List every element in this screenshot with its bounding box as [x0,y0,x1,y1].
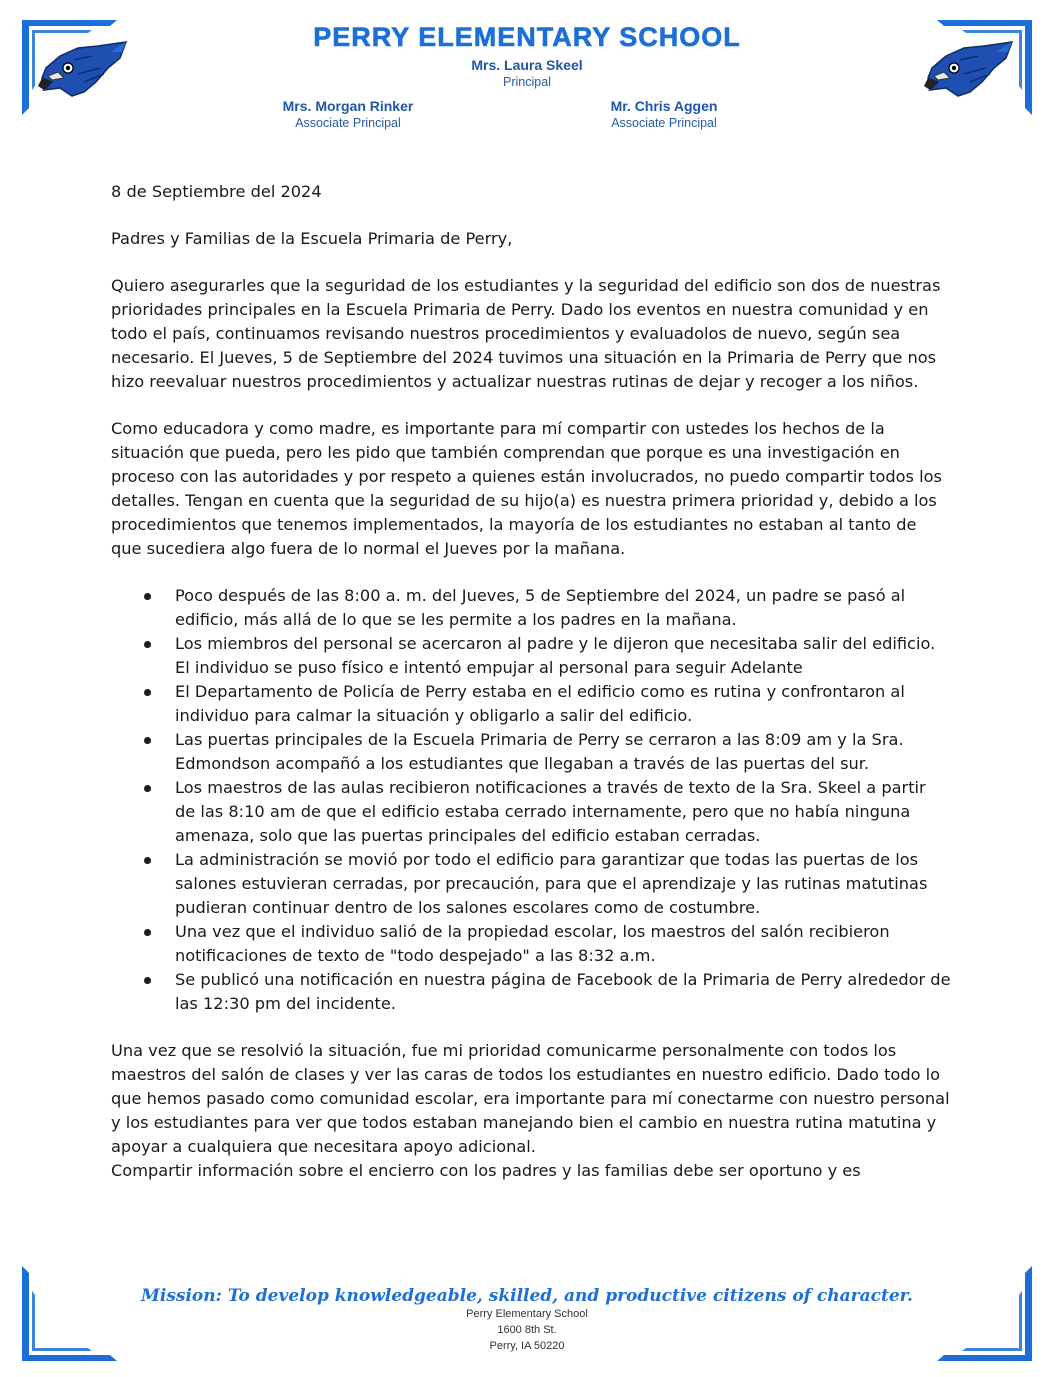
letterhead [0,22,1054,89]
bullet-dot [144,977,151,984]
associate-principal-right [564,98,764,130]
bullet-dot [144,641,151,648]
incident-timeline-list [111,584,951,1016]
paragraph-1: Quiero asegurarles que la seguridad de los estudiantes y la seguridad del edificio son dos de nuestras prioridades principales en la Escuela Primaria de Perry. Dado los eventos en nuestra comunidad y en todo el país, continuamos revisando nuestros procedimientos y evaluadolos de nuevo, según sea necesario. El Jueves, 5 de Septiembre del 2024 tuvimos una situación en la Primaria de Perry que nos hizo reevaluar nuestros procedimientos y actualizar nuestras rutinas de dejar y recoger a los niños. [111,276,941,391]
principal-name: Mrs. Laura Skeel [471,57,583,73]
school-name: PERRY ELEMENTARY SCHOOL [313,22,741,52]
bullet-dot [144,857,151,864]
list-item: Se publicó una notificación en nuestra página de Facebook de la Primaria de Perry alrededor de las 12:30 pm del incidente. [111,968,951,1016]
list-item: Las puertas principales de la Escuela Primaria de Perry se cerraron a las 8:09 am y la Sra. Edmondson acompañó a los estudiantes que llegaban a través de las puertas del sur. [111,728,951,776]
paragraph-4: Compartir información sobre el encierro con los padres y las familias debe ser oportuno y es [111,1161,861,1180]
associate-principal-title: Associate Principal [611,116,717,130]
list-item: Los maestros de las aulas recibieron notificaciones a través de texto de la Sra. Skeel a partir de las 8:10 am de que el edificio estaba cerrado internamente, pero que no había ninguna amenaza, solo que las puertas principales del edificio estaban cerradas. [111,776,951,848]
bullet-dot [144,737,151,744]
bullet-dot [144,929,151,936]
mission-statement: Mission: To develop knowledgeable, skilled, and productive citizens of character. [141,1286,913,1306]
address-line: 1600 8th St. [497,1324,557,1336]
associate-principal-name: Mrs. Morgan Rinker [282,98,414,114]
list-item: Poco después de las 8:00 a. m. del Jueves, 5 de Septiembre del 2024, un padre se pasó al edificio, más allá de lo que se les permite a los padres en la mañana. [111,584,951,632]
letter-body [111,180,951,1183]
address-line: Perry, IA 50220 [489,1340,565,1352]
bullet-dot [144,593,151,600]
letter-footer [0,1286,1054,1354]
list-item: Los miembros del personal se acercaron al padre y le dijeron que necesitaba salir del edificio. El individuo se puso físico e intentó empujar al personal para seguir Adelante [111,632,951,680]
letter-date: 8 de Septiembre del 2024 [111,182,322,201]
letter-greeting: Padres y Familias de la Escuela Primaria de Perry, [111,229,513,248]
associate-principal-left [248,98,448,130]
paragraph-2: Como educadora y como madre, es importante para mí compartir con ustedes los hechos de la situación que pueda, pero les pido que también comprendan que porque es una investigación en proceso con las autoridades y por respeto a quienes están involucrados, no puedo compartir todos los detalles. Tengan en cuenta que la seguridad de su hijo(a) es nuestra primera prioridad y, debido a los procedimientos que tenemos implementados, la mayoría de los estudiantes no estaban al tanto de que sucediera algo fuera de lo normal el Jueves por la mañana. [111,419,942,558]
list-item: Una vez que el individuo salió de la propiedad escolar, los maestros del salón recibieron notificaciones de texto de "todo despejado" a las 8:32 a.m. [111,920,951,968]
principal-title: Principal [503,75,551,89]
address-line: Perry Elementary School [466,1308,588,1320]
associate-principal-title: Associate Principal [295,116,401,130]
associate-principal-name: Mr. Chris Aggen [610,98,718,114]
list-item: La administración se movió por todo el edificio para garantizar que todas las puertas de los salones estuvieran cerradas, por precaución, para que el aprendizaje y las rutinas matutinas pudieran continuar dentro de los salones escolares como de costumbre. [111,848,951,920]
list-item: El Departamento de Policía de Perry estaba en el edificio como es rutina y confrontaron al individuo para calmar la situación y obligarlo a salir del edificio. [111,680,951,728]
bullet-dot [144,689,151,696]
paragraph-3: Una vez que se resolvió la situación, fue mi prioridad comunicarme personalmente con todos los maestros del salón de clases y ver las caras de todos los estudiantes en nuestro edificio. Dado todo lo que hemos pasado como comunidad escolar, era importante para mí conectarme con nuestro personal y los estudiantes para ver que todos estaban manejando bien el cambio en nuestra rutina matutina y apoyar a cualquiera que necesitara apoyo adicional. [111,1041,950,1156]
bullet-dot [144,785,151,792]
